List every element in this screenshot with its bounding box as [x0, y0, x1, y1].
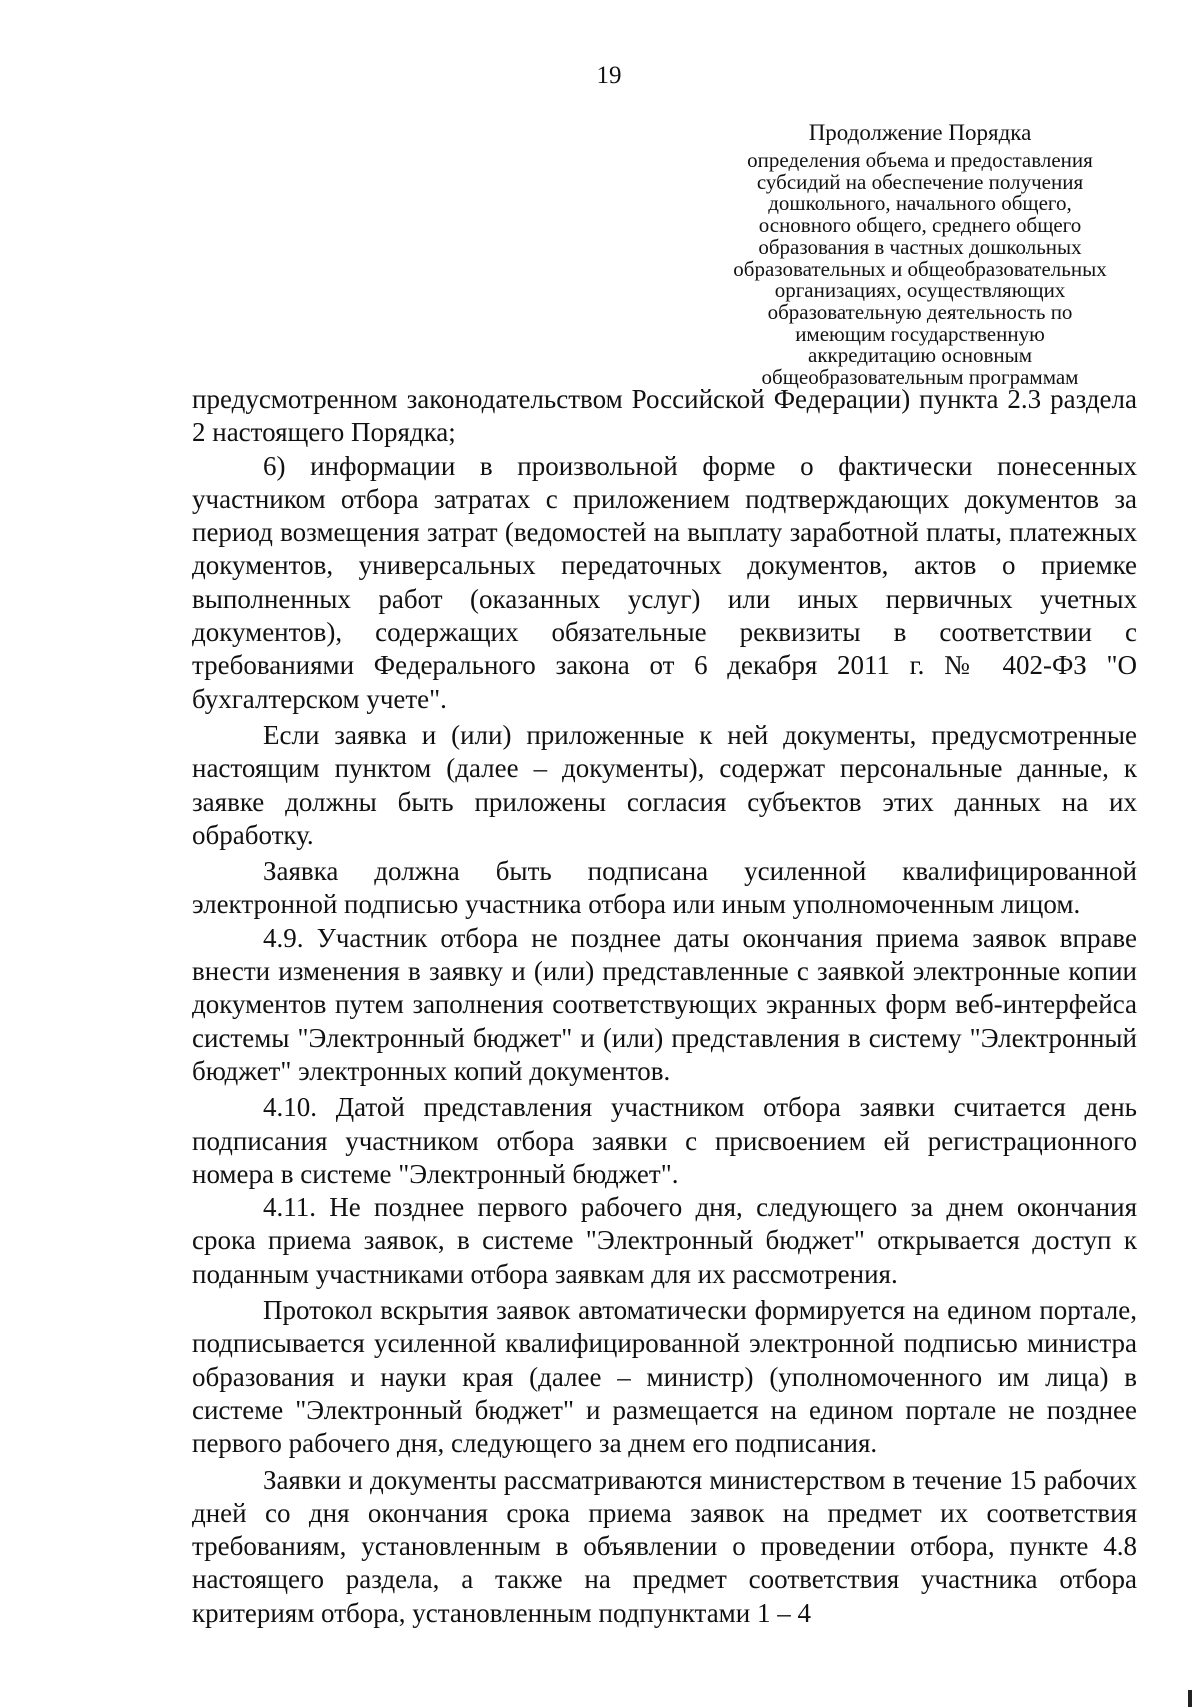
header-line: образования в частных дошкольных — [758, 234, 1082, 259]
paragraph-protocol: Протокол вскрытия заявок автоматически формируется на едином портале, подписывается усиленной квалифицированной электронной подписью министра образования и науки края (далее – министр) (уполномоченного им лица) в системе "Электронный бюджет" и размещается на едином портале не позднее первого рабочего дня, следующего за днем его подписания. — [192, 1295, 1137, 1459]
paragraph-item-6: 6) информации в произвольной форме о фактически понесенных участником отбора затратах с приложением подтверждающих документов за период возмещения затрат (ведомостей на выплату заработной платы, платежных документов, универсальных передаточных документов, актов о приемке выполненных работ (оказанных услуг) или иных первичных учетных документов), содержащих обязательные реквизиты в соответствии с требованиями Федерального закона от 6 декабря 2011 г. № 402-ФЗ "О бухгалтерском учете". — [192, 450, 1137, 714]
header-line: аккредитацию основным — [808, 343, 1032, 368]
paragraph-continuation: предусмотренном законодательством Российской Федерации) пункта 2.3 раздела 2 настоящего Порядка; — [192, 384, 1137, 448]
header-line: имеющим государственную — [795, 321, 1045, 346]
header-line: организациях, осуществляющих — [774, 278, 1066, 303]
paragraph-4-10: 4.10. Датой представления участником отбора заявки считается день подписания участником отбора заявки с присвоением ей регистрационного номера в системе "Электронный бюджет". — [192, 1092, 1137, 1189]
paragraph-signature: Заявка должна быть подписана усиленной квалифицированной электронной подписью участника отбора или иным уполномоченным лицом. — [192, 856, 1137, 920]
header-line: образовательную деятельность по — [767, 299, 1073, 324]
document-body — [192, 383, 1137, 1630]
paragraph-review: Заявки и документы рассматриваются министерством в течение 15 рабочих дней со дня окончания срока приема заявок на предмет их соответствия требованиям, установленным в объявлении о проведении отбора, пункте 4.8 настоящего раздела, а также на предмет соответствия участника отбора критериям отбора, установленным подпунктами 1 – 4 — [192, 1464, 1137, 1628]
header-line: определения объема и предоставления — [747, 148, 1093, 172]
paragraph-4-11: 4.11. Не позднее первого рабочего дня, следующего за днем окончания срока приема заявок, в системе "Электронный бюджет" открывается доступ к поданным участниками отбора заявкам для их рассмотрения. — [192, 1192, 1137, 1289]
header-line: дошкольного, начального общего, — [768, 191, 1072, 216]
page-number: 19 — [596, 62, 622, 89]
header-line: основного общего, среднего общего — [758, 213, 1082, 238]
scan-edge-mark — [1188, 1690, 1192, 1707]
header-line: субсидий на обеспечение получения — [756, 169, 1084, 194]
header-line: общеобразовательным программам — [761, 365, 1079, 390]
paragraph-4-9: 4.9. Участник отбора не позднее даты окончания приема заявок вправе внести изменения в заявку и (или) представленные с заявкой электронные копии документов путем заполнения соответствующих экранных форм веб-интерфейса системы "Электронный бюджет" и (или) представления в систему "Электронный бюджет" электронных копий документов. — [192, 922, 1137, 1086]
header-subtitle — [700, 150, 1140, 389]
document-header — [700, 118, 1140, 389]
header-line: образовательных и общеобразовательных — [733, 256, 1107, 281]
header-title: Продолжение Порядка — [808, 120, 1032, 145]
paragraph-personal-data: Если заявка и (или) приложенные к ней документы, предусмотренные настоящим пунктом (далее – документы), содержат персональные данные, к заявке должны быть приложены согласия субъектов этих данных на их обработку. — [192, 719, 1137, 850]
